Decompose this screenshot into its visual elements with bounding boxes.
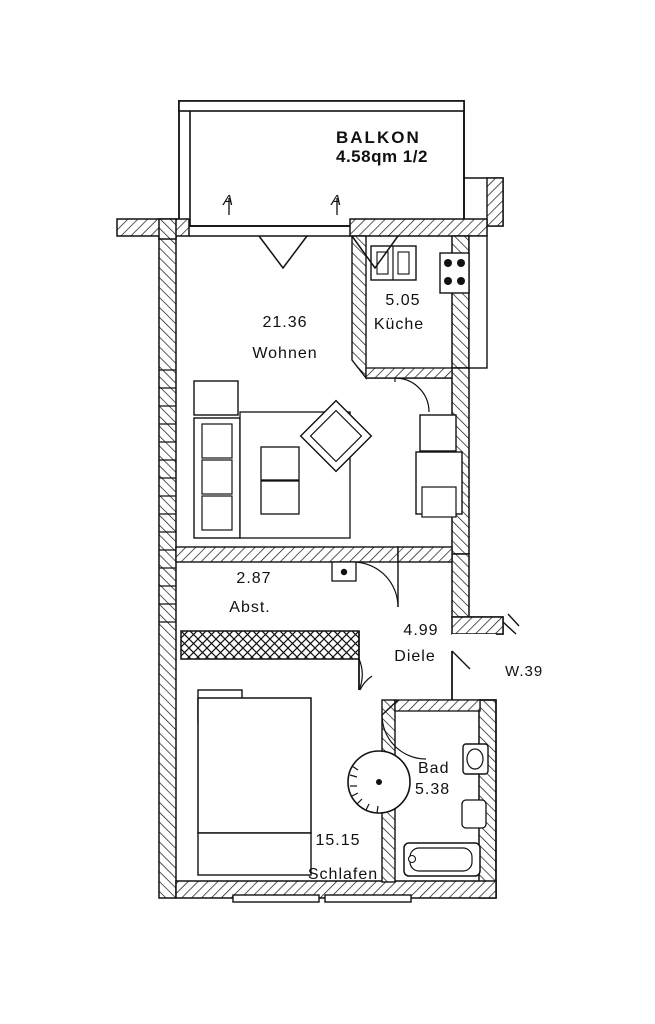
diele-label: Diele <box>394 648 436 665</box>
living-room-furniture <box>194 381 462 538</box>
kueche-area: 5.05 <box>385 292 421 309</box>
diele-area: 4.99 <box>403 622 439 639</box>
bad-area: 5.38 <box>415 781 451 798</box>
bad-label: Bad <box>418 760 450 777</box>
schlafen-area: 15.15 <box>315 832 361 849</box>
unit-label: W.39 <box>505 663 544 680</box>
abst-label: Abst. <box>229 599 271 616</box>
door-marker-right: A <box>331 192 343 209</box>
kueche-label: Küche <box>373 316 425 333</box>
door-marker-left: A <box>223 192 235 209</box>
balcony-area: 4.58qm 1/2 <box>336 147 428 166</box>
bedroom-furniture <box>198 690 311 875</box>
balcony-title: BALKON <box>336 128 421 147</box>
schlafen-label: Schlafen <box>307 866 379 883</box>
wohnen-label: Wohnen <box>252 345 318 362</box>
abst-area: 2.87 <box>236 570 272 587</box>
wohnen-area: 21.36 <box>262 314 308 331</box>
